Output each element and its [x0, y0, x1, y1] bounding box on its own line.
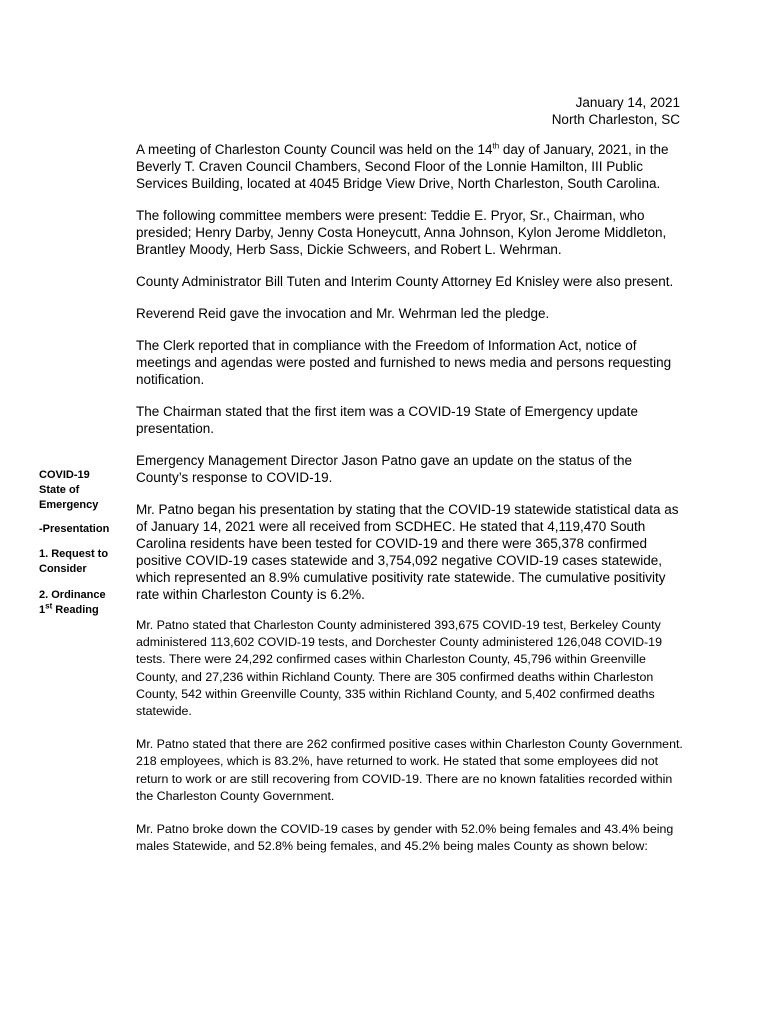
- paragraph-statewide-data: Mr. Patno began his presentation by stating that the COVID-19 statewide statistical data as of January 14, 2021 were all received from SCDHEC. He stated that 4,119,470 South Carolina residents have been tested for COVID-19 and there were 365,378 confirmed positive COVID-19 cases statewide and 3,754,092 negative COVID-19 cases statewide, which represented an 8.9% cumulative positivity rate statewide. The cumulative positivity rate within Charleston County is 6.2%.: [136, 502, 679, 602]
- p1-part1: A meeting of Charleston County Council was held on the 14: [136, 142, 493, 157]
- sidebar-covid-line-3: Emergency: [39, 499, 99, 511]
- paragraph-county-tests: Mr. Patno stated that Charleston County administered 393,675 COVID-19 test, Berkeley County administered 113,602 COVID-19 tests, and Dorchester County administered 126,048 COVID-19 tests. There were 24,292 confirmed cases within Charleston County, 45,796 within Greenville County, and 27,236 within Richland County. There are 305 confirmed deaths within Charleston County, 542 within Greenville County, 335 within Richland County, and 5,402 confirmed deaths statewide.: [136, 618, 662, 719]
- sidebar-request-line-1: 1. Request to: [39, 548, 109, 560]
- paragraph-administrator-present: County Administrator Bill Tuten and Interim County Attorney Ed Knisley were also present.: [136, 274, 674, 289]
- sidebar-ordinance-line-1: 2. Ordinance: [39, 589, 106, 601]
- sidebar-covid-line-1: COVID-19: [39, 469, 90, 481]
- sidebar-ordinance-num: 1: [39, 604, 46, 616]
- sidebar-covid-line-2: State of: [39, 484, 80, 496]
- paragraph-first-item: The Chairman stated that the first item was a COVID-19 State of Emergency update presentation.: [136, 404, 638, 436]
- sidebar-ordinance-line-2: [39, 603, 131, 618]
- paragraph-gender-breakdown: Mr. Patno broke down the COVID-19 cases by gender with 52.0% being females and 43.4% being males Statewide, and 52.8% being females, and 45.2% being males County as shown below:: [136, 822, 674, 854]
- sidebar-ordinance-sup: st: [45, 601, 53, 611]
- sidebar-ordinance: [39, 588, 131, 618]
- paragraph-members-present: The following committee members were present: Teddie E. Pryor, Sr., Chairman, who presided; Henry Darby, Jenny Costa Honeycutt, Anna Johnson, Kylon Jerome Middleton, Brantley Moody, Herb Sass, Dickie Schweers, and Robert L. Wehrman.: [136, 208, 667, 257]
- sidebar-request-line-2: Consider: [39, 563, 87, 575]
- paragraph-meeting-held: [136, 141, 684, 192]
- paragraph-invocation: Reverend Reid gave the invocation and Mr. Wehrman led the pledge.: [136, 306, 550, 321]
- sidebar-ordinance-rest: Reading: [52, 604, 99, 616]
- paragraph-county-employees: Mr. Patno stated that there are 262 confirmed positive cases within Charleston County Government. 218 employees, which is 83.2%, have returned to work. He stated that some employees did not return to work or are still recovering from COVID-19. There are no known fatalities recorded within the Charleston County Government.: [136, 737, 683, 803]
- meeting-date: January 14, 2021: [575, 95, 680, 110]
- minutes-body: [136, 141, 684, 871]
- meeting-location: North Charleston, SC: [551, 112, 680, 127]
- sidebar-request: [39, 547, 131, 577]
- sidebar-presentation: -Presentation: [39, 523, 110, 535]
- document-header: [552, 94, 680, 128]
- paragraph-emergency-update: Emergency Management Director Jason Patno gave an update on the status of the County’s response to COVID-19.: [136, 453, 633, 485]
- p1-sup: th: [492, 141, 500, 151]
- sidebar-covid-heading: [39, 468, 131, 513]
- paragraph-foia-notice: The Clerk reported that in compliance with the Freedom of Information Act, notice of meetings and agendas were posted and furnished to news media and persons requesting notification.: [136, 338, 672, 387]
- p1-part2: day of January, 2021, in the Beverly T. Craven Council Chambers, Second Floor of the Lonnie Hamilton, III Public Services Building, located at 4045 Bridge View Drive, North Charleston, South Carolina.: [136, 142, 669, 191]
